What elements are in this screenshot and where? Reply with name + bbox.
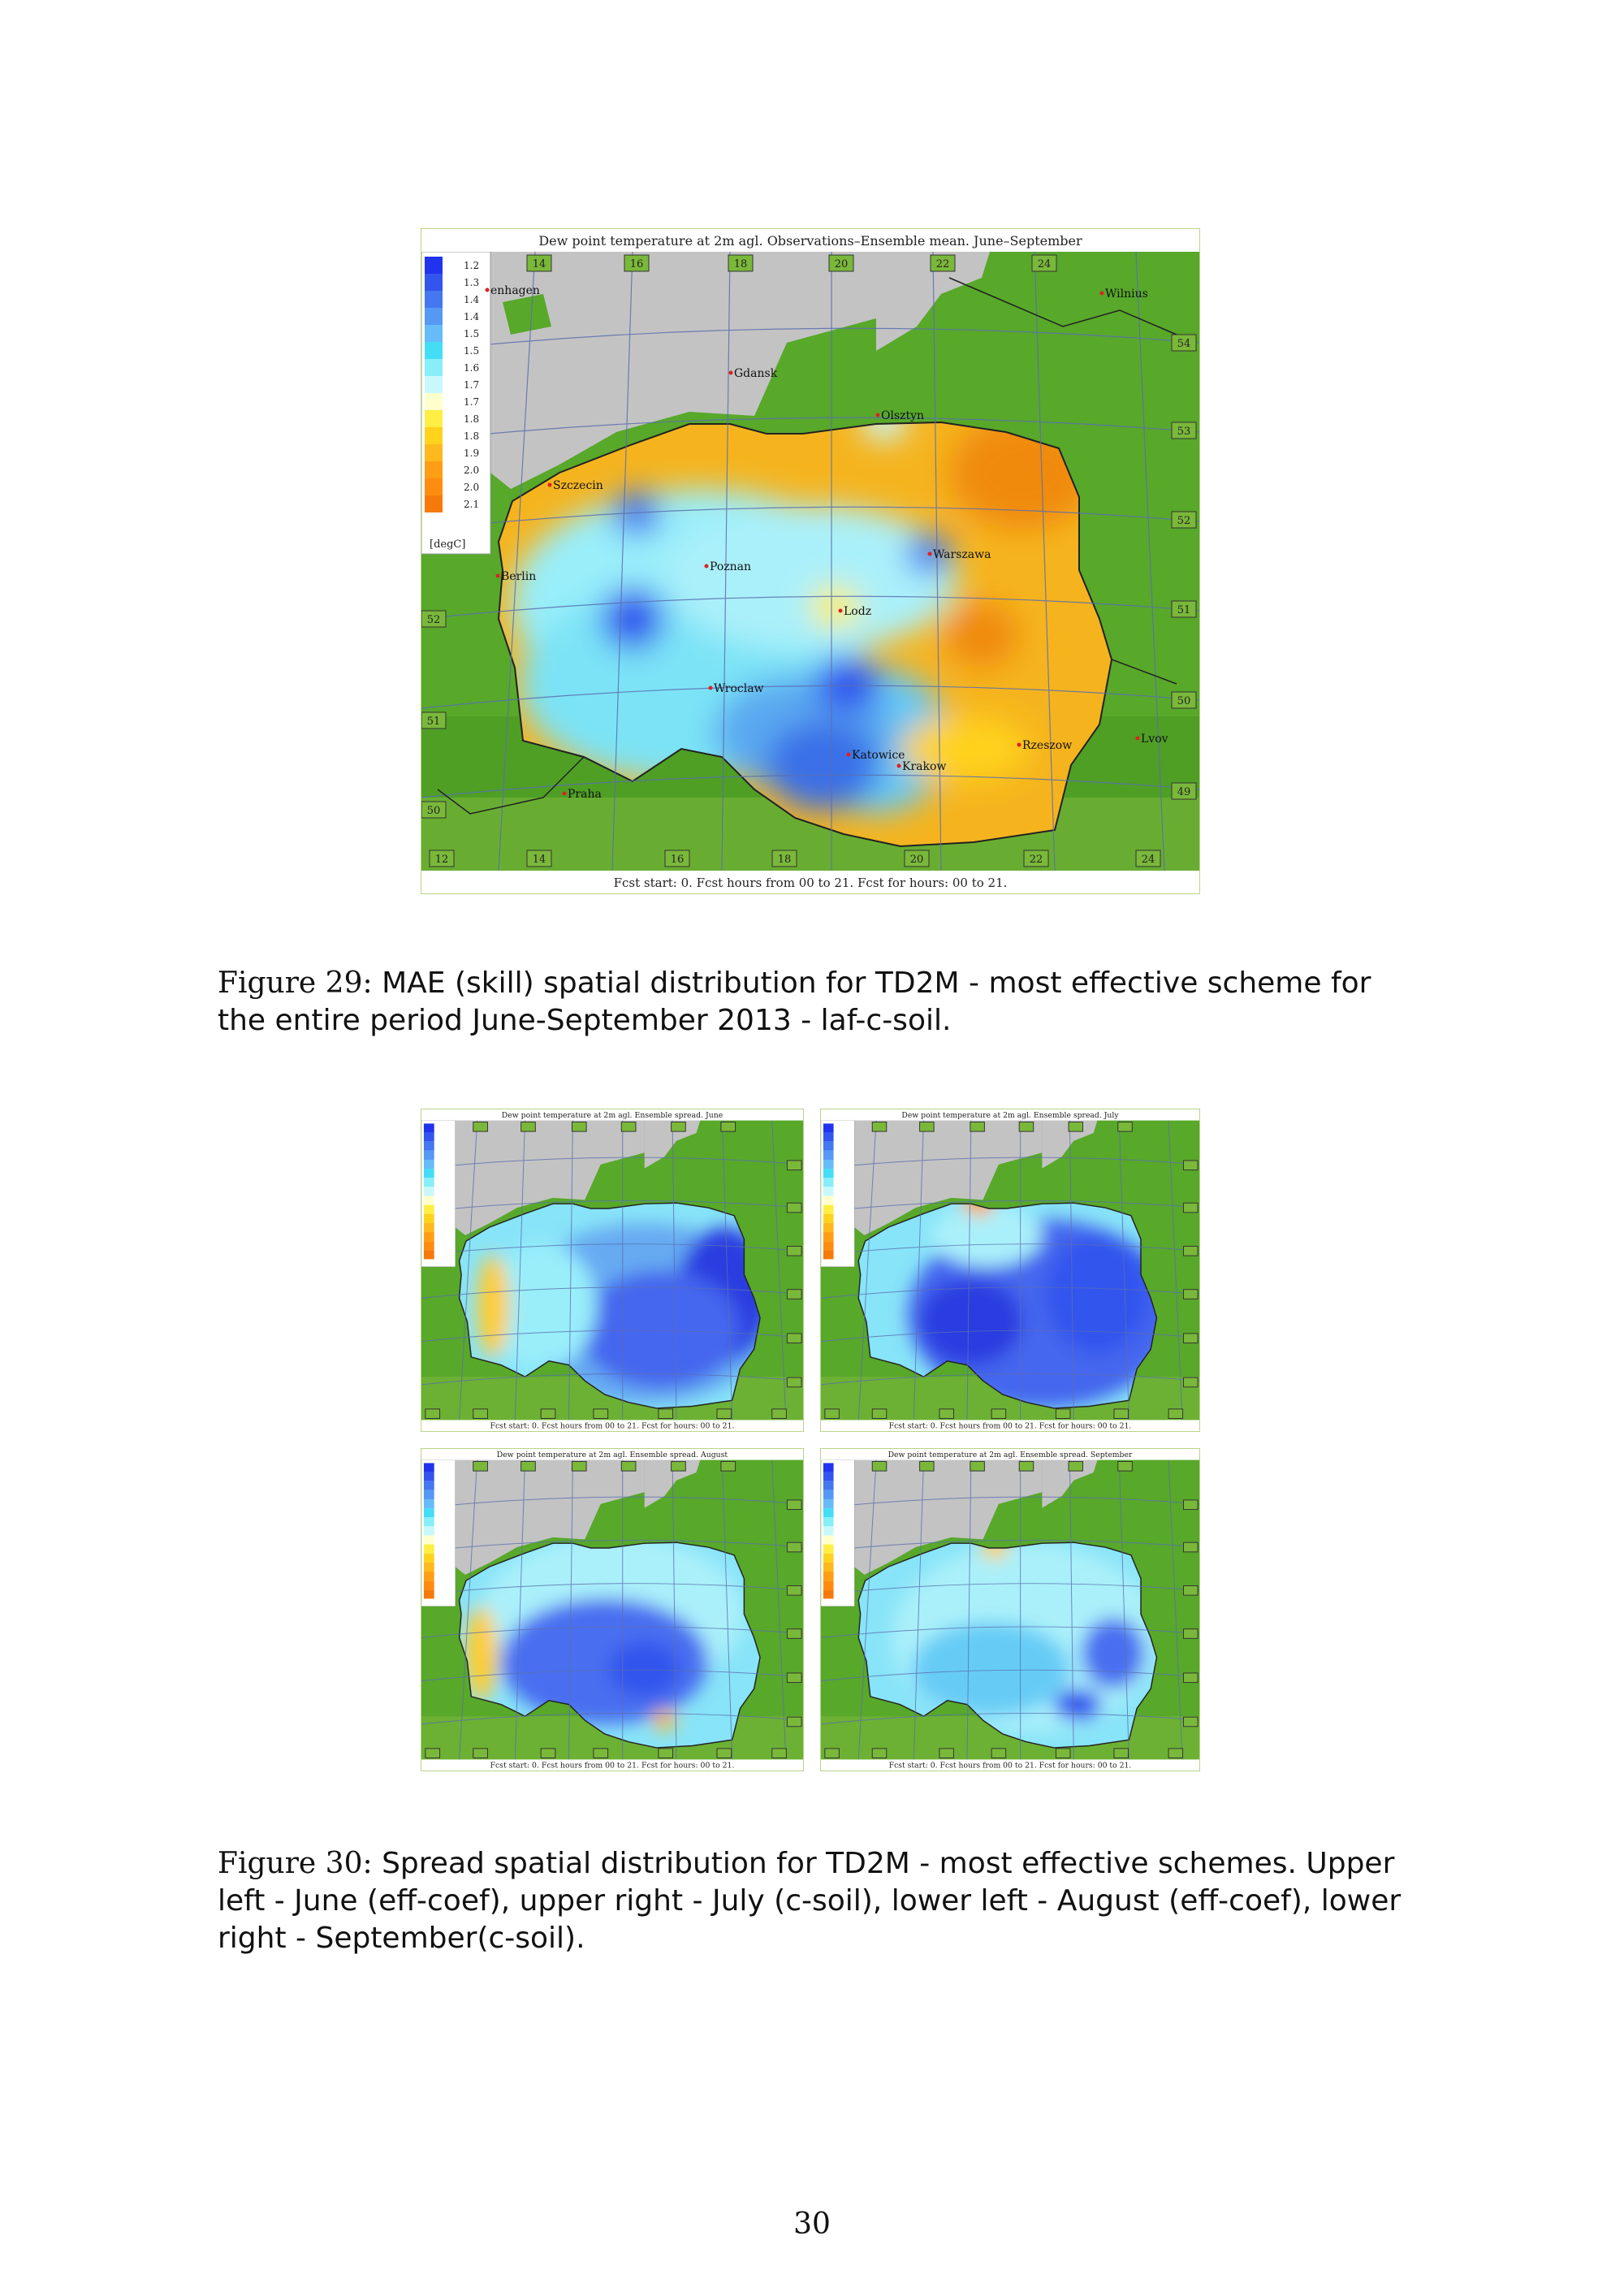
axis-tick-label: 16	[670, 854, 685, 866]
legend-swatch	[425, 427, 443, 444]
axis-tick-label: 20	[909, 854, 924, 866]
city-label: Praha	[568, 788, 602, 801]
axis-tick-label: 18	[777, 854, 792, 866]
figure-29-map-footer: Fcst start: 0. Fcst hours from 00 to 21. Fcst for hours: 00 to 21.	[613, 876, 1008, 890]
legend-value: 1.8	[464, 430, 480, 442]
city-label: Berlin	[501, 570, 537, 583]
figure-30-panel-july	[820, 1109, 1200, 1432]
panel-title: Dew point temperature at 2m agl. Ensemble spread. June	[501, 1111, 723, 1121]
legend-value: 1.5	[464, 328, 480, 339]
axis-tick-label: 50	[426, 805, 441, 817]
figure-30-panel-september	[820, 1448, 1200, 1771]
legend-unit: [degC]	[430, 538, 466, 551]
city-label: Katowice	[852, 749, 905, 762]
city-label: Gdansk	[734, 367, 778, 380]
legend-swatch	[425, 308, 443, 325]
legend-swatch	[425, 359, 443, 376]
axis-tick-label: 12	[434, 854, 449, 866]
axis-tick-label: 20	[834, 258, 849, 270]
city-label: Wilnius	[1105, 288, 1148, 301]
axis-tick-label: 52	[426, 614, 441, 626]
figure-30-panel-june	[421, 1109, 804, 1432]
legend-value: 1.4	[464, 294, 480, 305]
legend-value: 1.3	[464, 277, 480, 288]
panel-title: Dew point temperature at 2m agl. Ensemble spread. August	[496, 1451, 728, 1460]
legend-value: 2.0	[464, 465, 480, 476]
city-label: Szczecin	[553, 479, 603, 492]
axis-tick-label: 51	[426, 716, 441, 728]
figure-29-legend	[421, 252, 490, 554]
panel-title: Dew point temperature at 2m agl. Ensemble spread. September	[888, 1451, 1133, 1460]
legend-swatch	[425, 325, 443, 342]
axis-tick-label: 14	[532, 258, 546, 270]
figure-30-panel-svg	[821, 1449, 1199, 1771]
legend-value: 1.4	[464, 311, 480, 322]
city-label: Wroclaw	[714, 682, 764, 695]
legend-swatch	[425, 393, 443, 410]
legend-swatch	[425, 342, 443, 359]
city-label: Poznan	[710, 560, 752, 573]
figure-30-text: Spread spatial distribution for TD2M - most effective schemes. Upper left - June (eff-coef), upper right - July (c-soil), lower left - August (eff-coef), lower right - September(c-soil).	[218, 1847, 1402, 1955]
city-label: enhagen	[490, 284, 540, 297]
legend-swatch	[425, 291, 443, 308]
figure-30-panel-svg	[821, 1109, 1199, 1431]
figure-30-panel-svg	[421, 1449, 803, 1771]
axis-tick-label: 53	[1177, 426, 1191, 438]
figure-30-panel-august	[421, 1448, 804, 1771]
axis-tick-label: 50	[1177, 695, 1191, 707]
axis-tick-label: 24	[1037, 258, 1052, 270]
panel-footer: Fcst start: 0. Fcst hours from 00 to 21. Fcst for hours: 00 to 21.	[888, 1421, 1132, 1431]
city-label: Rzeszow	[1022, 739, 1073, 752]
city-label: Lodz	[844, 605, 872, 618]
figure-29-map-svg	[421, 229, 1199, 893]
legend-swatch	[425, 495, 443, 512]
legend-swatch	[425, 274, 443, 291]
figure-29-label: Figure 29:	[218, 966, 373, 1000]
axis-tick-label: 54	[1177, 338, 1191, 350]
figure-30-caption	[218, 1845, 1416, 1957]
figure-29-map	[421, 228, 1200, 894]
legend-value: 1.5	[464, 345, 480, 357]
city-label: Olsztyn	[881, 409, 925, 422]
legend-value: 1.7	[464, 396, 480, 408]
legend-swatch	[425, 478, 443, 495]
axis-tick-label: 52	[1177, 515, 1191, 527]
legend-swatch	[425, 444, 443, 461]
axis-tick-label: 16	[629, 258, 644, 270]
legend-value: 2.1	[464, 499, 480, 510]
legend-value: 1.2	[464, 260, 480, 271]
legend-value: 2.0	[464, 482, 480, 493]
legend-swatch	[425, 257, 443, 274]
figure-30-label: Figure 30:	[218, 1847, 373, 1880]
panel-footer: Fcst start: 0. Fcst hours from 00 to 21. Fcst for hours: 00 to 21.	[490, 1421, 735, 1431]
legend-swatch	[425, 376, 443, 393]
panel-title: Dew point temperature at 2m agl. Ensemble spread. July	[901, 1111, 1119, 1121]
figure-30-panel-svg	[421, 1109, 803, 1431]
legend-value: 1.7	[464, 379, 480, 391]
city-label: Lvov	[1141, 733, 1168, 746]
legend-value: 1.6	[464, 362, 480, 374]
legend-value: 1.8	[464, 413, 480, 425]
figure-29-caption	[218, 965, 1416, 1040]
axis-tick-label: 24	[1141, 854, 1155, 866]
axis-tick-label: 22	[1029, 854, 1043, 866]
axis-tick-label: 49	[1177, 786, 1191, 798]
legend-swatch	[425, 410, 443, 427]
legend-value: 1.9	[464, 448, 480, 459]
axis-tick-label: 18	[733, 258, 748, 270]
axis-tick-label: 14	[532, 854, 546, 866]
legend-swatch	[425, 461, 443, 478]
city-label: Warszawa	[933, 548, 991, 561]
figure-29-text: MAE (skill) spatial distribution for TD2M - most effective scheme for the entire period June-September 2013 - laf-c-soil.	[218, 966, 1371, 1037]
axis-tick-label: 22	[935, 258, 950, 270]
panel-footer: Fcst start: 0. Fcst hours from 00 to 21. Fcst for hours: 00 to 21.	[490, 1761, 735, 1771]
panel-footer: Fcst start: 0. Fcst hours from 00 to 21. Fcst for hours: 00 to 21.	[888, 1761, 1132, 1771]
city-label: Krakow	[902, 760, 947, 773]
axis-tick-label: 51	[1177, 604, 1191, 616]
figure-29-map-title: Dew point temperature at 2m agl. Observations–Ensemble mean. June–September	[538, 233, 1082, 249]
page-number: 30	[793, 2207, 831, 2241]
